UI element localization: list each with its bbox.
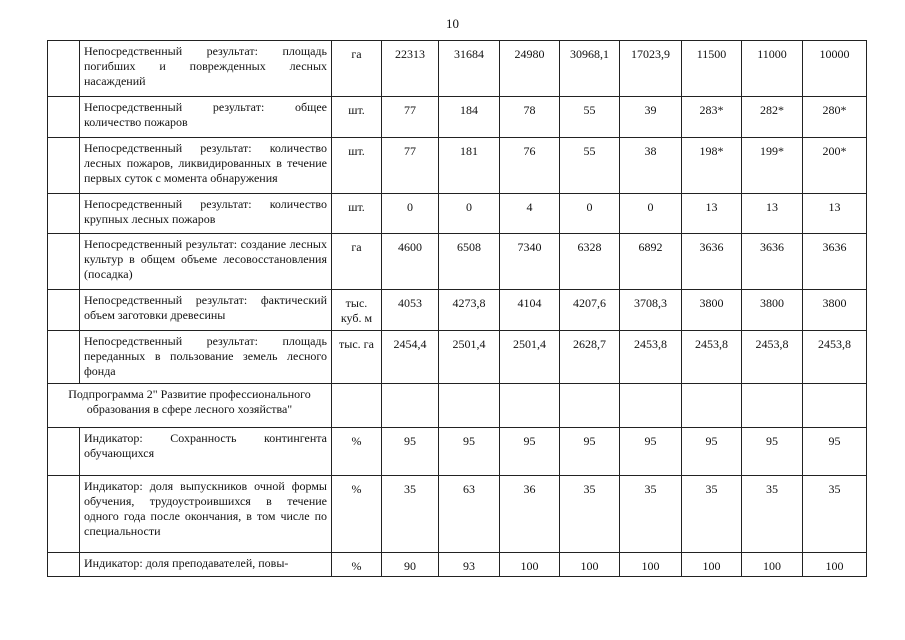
value-cell: 0 xyxy=(439,194,500,234)
blank-cell xyxy=(48,234,80,290)
table-row xyxy=(48,41,867,97)
value-cell: 13 xyxy=(682,194,742,234)
table-row xyxy=(48,234,867,290)
value-cell: 31684 xyxy=(439,41,500,97)
unit-cell: тыс. куб. м xyxy=(332,290,382,331)
value-cell: 3800 xyxy=(682,290,742,331)
value-cell: 4273,8 xyxy=(439,290,500,331)
indicator-description: Непосредственный результат: фактический объем заготовки древесины xyxy=(80,290,332,331)
empty-cell xyxy=(439,384,500,428)
value-cell: 4104 xyxy=(500,290,560,331)
value-cell: 55 xyxy=(560,138,620,194)
empty-cell xyxy=(742,384,803,428)
value-cell: 184 xyxy=(439,97,500,138)
blank-cell xyxy=(48,138,80,194)
value-cell: 280* xyxy=(803,97,867,138)
value-cell: 55 xyxy=(560,97,620,138)
value-cell: 6328 xyxy=(560,234,620,290)
value-cell: 35 xyxy=(803,476,867,553)
value-cell: 2453,8 xyxy=(682,331,742,384)
value-cell: 4207,6 xyxy=(560,290,620,331)
value-cell: 63 xyxy=(439,476,500,553)
empty-cell xyxy=(332,384,382,428)
unit-cell: шт. xyxy=(332,97,382,138)
value-cell: 100 xyxy=(560,553,620,577)
value-cell: 283* xyxy=(682,97,742,138)
value-cell: 198* xyxy=(682,138,742,194)
indicator-description: Непосредственный результат: создание лесных культур в общем объеме лесовосстановления (посадка) xyxy=(80,234,332,290)
value-cell: 2453,8 xyxy=(620,331,682,384)
indicator-description: Индикатор: Сохранность контингента обучающихся xyxy=(80,428,332,476)
value-cell: 77 xyxy=(382,138,439,194)
value-cell: 76 xyxy=(500,138,560,194)
value-cell: 282* xyxy=(742,97,803,138)
value-cell: 4053 xyxy=(382,290,439,331)
value-cell: 11500 xyxy=(682,41,742,97)
value-cell: 3800 xyxy=(803,290,867,331)
value-cell: 100 xyxy=(500,553,560,577)
value-cell: 13 xyxy=(742,194,803,234)
table-row xyxy=(48,428,867,476)
value-cell: 95 xyxy=(620,428,682,476)
blank-cell xyxy=(48,428,80,476)
blank-cell xyxy=(48,290,80,331)
value-cell: 2454,4 xyxy=(382,331,439,384)
value-cell: 0 xyxy=(382,194,439,234)
value-cell: 24980 xyxy=(500,41,560,97)
blank-cell xyxy=(48,476,80,553)
value-cell: 38 xyxy=(620,138,682,194)
unit-cell: га xyxy=(332,41,382,97)
unit-cell: шт. xyxy=(332,194,382,234)
page-number: 10 xyxy=(446,16,459,31)
value-cell: 36 xyxy=(500,476,560,553)
empty-cell xyxy=(620,384,682,428)
value-cell: 3800 xyxy=(742,290,803,331)
value-cell: 199* xyxy=(742,138,803,194)
value-cell: 95 xyxy=(742,428,803,476)
blank-cell xyxy=(48,97,80,138)
unit-cell: % xyxy=(332,428,382,476)
subprogram-row xyxy=(48,384,867,428)
unit-cell: шт. xyxy=(332,138,382,194)
table-row xyxy=(48,331,867,384)
value-cell: 4 xyxy=(500,194,560,234)
unit-cell: % xyxy=(332,476,382,553)
value-cell: 90 xyxy=(382,553,439,577)
empty-cell xyxy=(803,384,867,428)
blank-cell xyxy=(48,553,80,577)
indicator-description: Непосредственный результат: общее количество пожаров xyxy=(80,97,332,138)
value-cell: 10000 xyxy=(803,41,867,97)
unit-cell: % xyxy=(332,553,382,577)
value-cell: 11000 xyxy=(742,41,803,97)
value-cell: 2453,8 xyxy=(803,331,867,384)
value-cell: 200* xyxy=(803,138,867,194)
subprogram-title: Подпрограмма 2" Развитие профессионального образования в сфере лесного хозяйства" xyxy=(48,384,332,428)
indicator-description: Непосредственный результат: площадь переданных в пользование земель лесного фонда xyxy=(80,331,332,384)
value-cell: 3636 xyxy=(742,234,803,290)
value-cell: 6508 xyxy=(439,234,500,290)
table-row xyxy=(48,476,867,553)
value-cell: 35 xyxy=(742,476,803,553)
value-cell: 30968,1 xyxy=(560,41,620,97)
value-cell: 3708,3 xyxy=(620,290,682,331)
value-cell: 0 xyxy=(560,194,620,234)
value-cell: 2628,7 xyxy=(560,331,620,384)
value-cell: 22313 xyxy=(382,41,439,97)
indicator-description: Непосредственный результат: количество крупных лесных пожаров xyxy=(80,194,332,234)
value-cell: 6892 xyxy=(620,234,682,290)
value-cell: 95 xyxy=(382,428,439,476)
unit-cell: тыс. га xyxy=(332,331,382,384)
value-cell: 95 xyxy=(500,428,560,476)
indicator-description: Индикатор: доля преподавателей, повы- xyxy=(80,553,332,577)
empty-cell xyxy=(500,384,560,428)
value-cell: 39 xyxy=(620,97,682,138)
empty-cell xyxy=(682,384,742,428)
value-cell: 13 xyxy=(803,194,867,234)
value-cell: 100 xyxy=(742,553,803,577)
value-cell: 93 xyxy=(439,553,500,577)
value-cell: 35 xyxy=(682,476,742,553)
value-cell: 95 xyxy=(439,428,500,476)
value-cell: 3636 xyxy=(803,234,867,290)
value-cell: 2501,4 xyxy=(500,331,560,384)
value-cell: 95 xyxy=(682,428,742,476)
table-row xyxy=(48,97,867,138)
blank-cell xyxy=(48,194,80,234)
table-row xyxy=(48,138,867,194)
indicator-description: Индикатор: доля выпускников очной формы обучения, трудоустроившихся в течение одного года после окончания, в том числе по специальности xyxy=(80,476,332,553)
value-cell: 2501,4 xyxy=(439,331,500,384)
value-cell: 100 xyxy=(803,553,867,577)
empty-cell xyxy=(560,384,620,428)
value-cell: 2453,8 xyxy=(742,331,803,384)
value-cell: 95 xyxy=(560,428,620,476)
value-cell: 35 xyxy=(560,476,620,553)
value-cell: 35 xyxy=(620,476,682,553)
table-row xyxy=(48,194,867,234)
value-cell: 3636 xyxy=(682,234,742,290)
table-row xyxy=(48,290,867,331)
blank-cell xyxy=(48,41,80,97)
value-cell: 35 xyxy=(382,476,439,553)
blank-cell xyxy=(48,331,80,384)
value-cell: 4600 xyxy=(382,234,439,290)
table-row xyxy=(48,553,867,577)
value-cell: 95 xyxy=(803,428,867,476)
value-cell: 0 xyxy=(620,194,682,234)
value-cell: 181 xyxy=(439,138,500,194)
value-cell: 78 xyxy=(500,97,560,138)
indicator-description: Непосредственный результат: количество лесных пожаров, ликвидированных в течение первых суток с момента обнаружения xyxy=(80,138,332,194)
value-cell: 100 xyxy=(620,553,682,577)
indicator-description: Непосредственный результат: площадь погибших и поврежденных лесных насаждений xyxy=(80,41,332,97)
indicators-table xyxy=(47,40,867,577)
value-cell: 17023,9 xyxy=(620,41,682,97)
value-cell: 100 xyxy=(682,553,742,577)
unit-cell: га xyxy=(332,234,382,290)
empty-cell xyxy=(382,384,439,428)
value-cell: 77 xyxy=(382,97,439,138)
value-cell: 7340 xyxy=(500,234,560,290)
